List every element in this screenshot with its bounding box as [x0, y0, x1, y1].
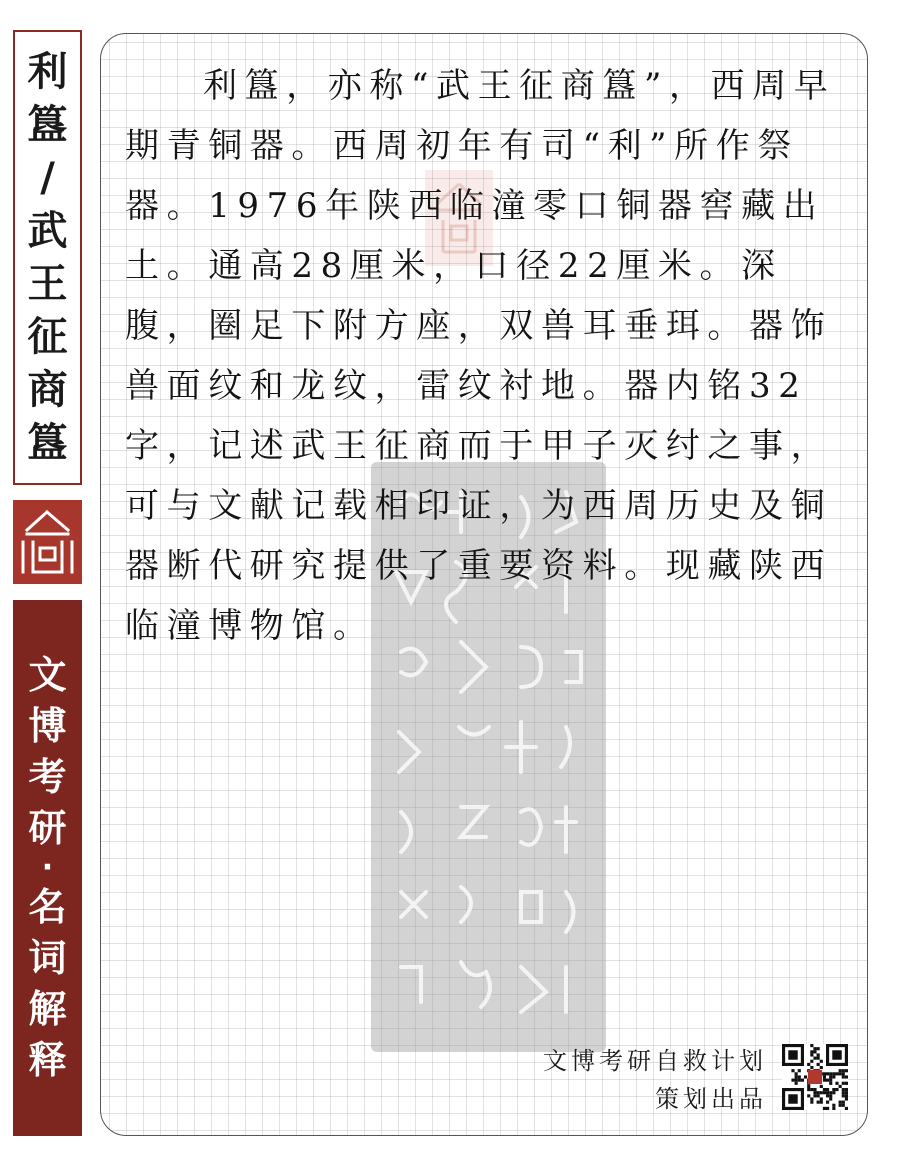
series-char: 解 [28, 987, 67, 1031]
series-char: 文 [28, 653, 67, 697]
title-char: 商 [27, 366, 68, 413]
title-char: 武 [27, 207, 68, 254]
article-body: 利簋，亦称“武王征商簋”，西周早期青铜器。西周初年有司“利”所作祭器。1976年陕西临潼零口铜器窖藏出土。通高28厘米，口径22厘米。深腹，圈足下附方座，双兽耳垂珥。器饰兽面纹和龙纹，雷纹衬地。器内铭32字，记述武王征商而于甲子灭纣之事，可与文献记载相印证，为西周历史及铜器断代研究提供了重要资料。现藏陕西临潼博物馆。 [125, 66, 836, 646]
seal-icon [13, 500, 82, 584]
series-char: 研 [28, 806, 67, 850]
title-char: 簋 [27, 101, 68, 148]
title-char: 征 [27, 313, 68, 360]
credit-line-2: 策划出品 [655, 1085, 767, 1113]
series-char: 释 [28, 1038, 67, 1082]
series-char: 博 [28, 704, 67, 748]
seal-glyph-icon [13, 500, 82, 584]
qr-pattern-icon [782, 1044, 848, 1110]
credit-line-1: 文博考研自救计划 [543, 1047, 767, 1075]
title-char: 簋 [27, 419, 68, 466]
series-char: 词 [28, 936, 67, 980]
series-char: 考 [28, 755, 67, 799]
vertical-title [13, 30, 82, 485]
title-char: 利 [27, 48, 68, 95]
article-card [100, 33, 868, 1136]
credit-block [543, 1042, 767, 1118]
series-label [13, 600, 82, 1136]
qr-code-icon[interactable] [782, 1044, 848, 1110]
title-char: / [40, 154, 55, 201]
series-char: 名 [28, 885, 67, 929]
title-char: 王 [27, 260, 68, 307]
series-char: · [41, 850, 54, 885]
